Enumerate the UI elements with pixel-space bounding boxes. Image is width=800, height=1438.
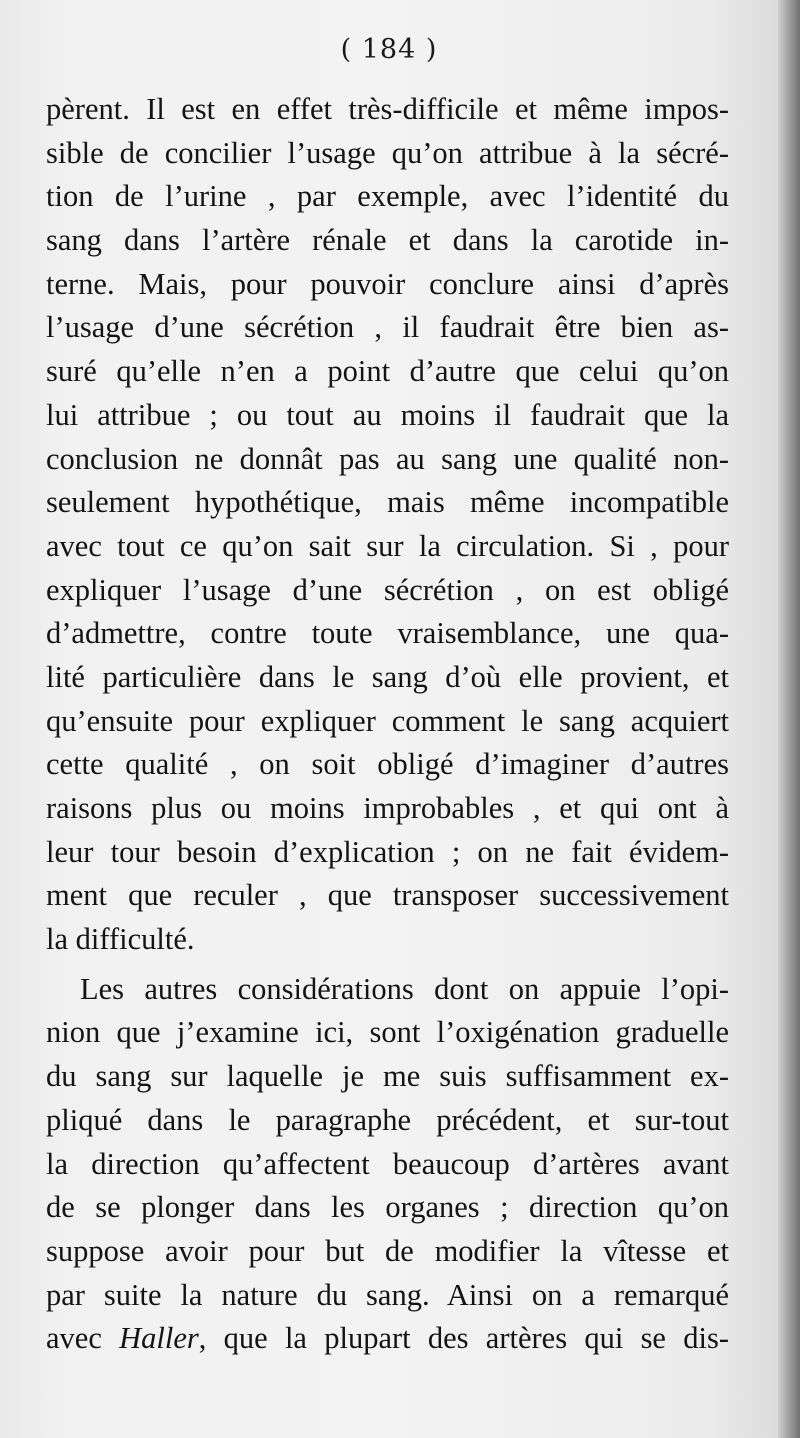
text-line: avec tout ce qu’on sait sur la circulation. Si , pour: [46, 528, 729, 563]
text-line: la difficulté.: [46, 922, 195, 957]
text-line: pèrent. Il est en effet très-difficile et même impos-: [46, 92, 729, 126]
text-line: qu’ensuite pour expliquer comment le sang acquiert: [46, 703, 729, 738]
text-fragment: , que la plupart des artères qui se dis-: [198, 1321, 729, 1356]
text-line: de se plonger dans les organes ; direction qu’on: [46, 1190, 729, 1225]
text-line: par suite la nature du sang. Ainsi on a remarqué: [46, 1277, 729, 1312]
text-line: lité particulière dans le sang d’où elle provient, et: [46, 659, 729, 694]
text-line: conclusion ne donnât pas au sang une qualité non-: [46, 441, 729, 476]
text-line: sang dans l’artère rénale et dans la carotide in-: [46, 223, 729, 258]
text-line: ment que reculer , que transposer successivement: [46, 878, 729, 913]
paragraph-1: [46, 88, 729, 962]
text-line: l’usage d’une sécrétion , il faudrait être bien as-: [46, 310, 729, 345]
text-line: suppose avoir pour but de modifier la vîtesse et: [46, 1233, 729, 1268]
text-line: [46, 1317, 729, 1361]
text-line: sible de concilier l’usage qu’on attribue à la sécré-: [46, 135, 729, 170]
text-line: lui attribue ; ou tout au moins il faudrait que la: [46, 397, 729, 432]
text-line: leur tour besoin d’explication ; on ne fait évidem-: [46, 834, 729, 869]
book-gutter-shadow: [778, 0, 800, 1438]
text-line: d’admettre, contre toute vraisemblance, une qua-: [46, 616, 729, 651]
text-line: pliqué dans le paragraphe précédent, et sur-tout: [46, 1102, 729, 1137]
text-line: Les autres considérations dont on appuie l’opi-: [80, 971, 729, 1006]
text-line: raisons plus ou moins improbables , et qui ont à: [46, 791, 729, 825]
paragraph-2: [46, 968, 729, 1361]
body-text: [46, 88, 729, 1361]
text-line: seulement hypothétique, mais même incompatible: [46, 485, 729, 520]
text-line: tion de l’urine , par exemple, avec l’identité du: [46, 179, 729, 214]
text-line: terne. Mais, pour pouvoir conclure ainsi d’après: [46, 266, 729, 301]
text-line: la direction qu’affectent beaucoup d’artères avant: [46, 1146, 729, 1181]
text-line: du sang sur laquelle je me suis suffisamment ex-: [46, 1059, 729, 1094]
text-line: cette qualité , on soit obligé d’imaginer d’autres: [46, 747, 729, 782]
page-number: ( 184 ): [340, 34, 438, 65]
text-fragment: avec: [46, 1321, 120, 1356]
text-line: nion que j’examine ici, sont l’oxigénation graduelle: [46, 1015, 729, 1050]
text-line: suré qu’elle n’en a point d’autre que celui qu’on: [46, 354, 729, 389]
author-name-italic: Haller: [119, 1321, 199, 1356]
text-line: expliquer l’usage d’une sécrétion , on est obligé: [46, 572, 729, 607]
